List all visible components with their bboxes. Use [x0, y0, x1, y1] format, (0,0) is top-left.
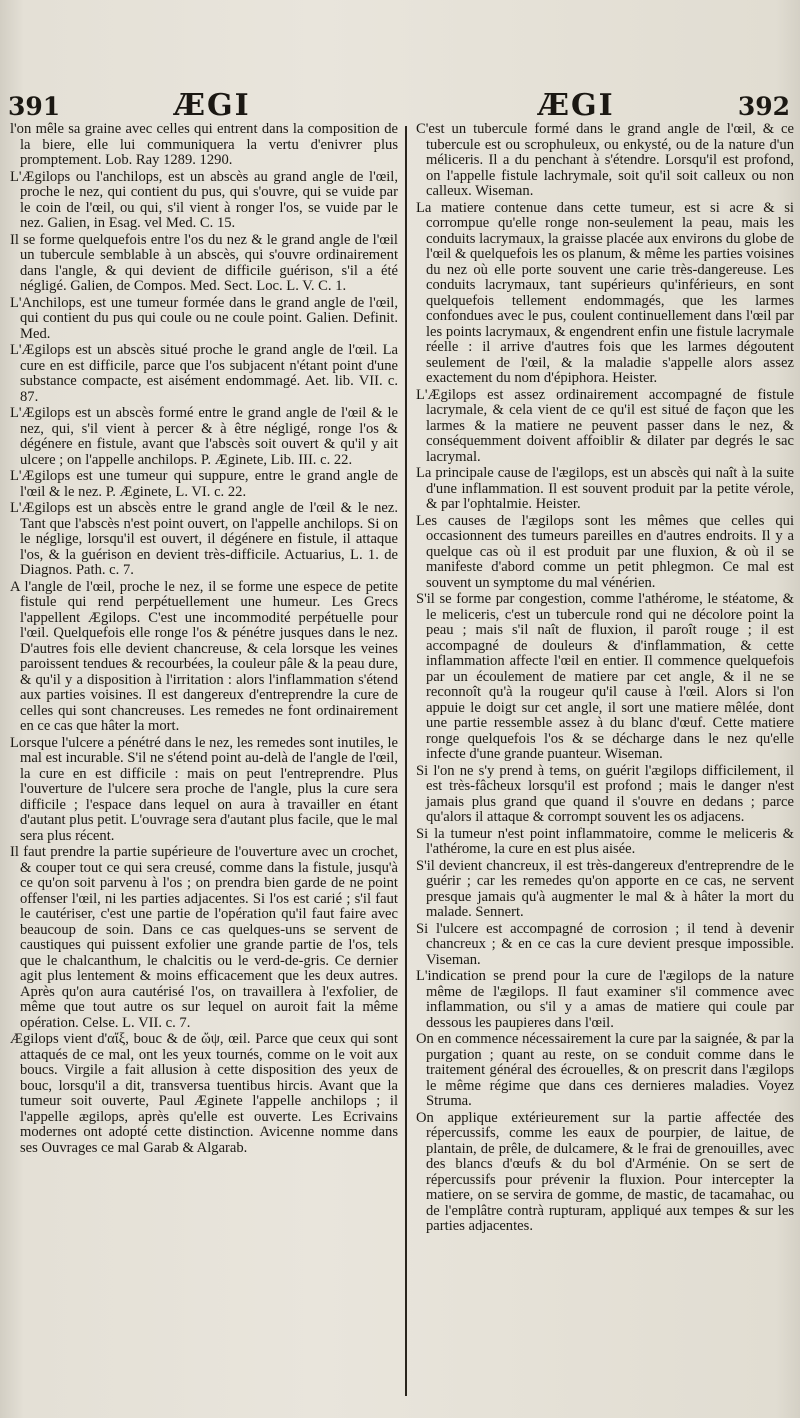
right-paragraph: S'il devient chancreux, il est très-dangereux d'entreprendre de le guérir ; car les remedes qu'on apporte en ce cas, ne servent presque jamais qu'à augmenter le mal & à hâter la mort du malade. Sennert.	[416, 857, 794, 920]
right-paragraph: On en commence nécessairement la cure par la saignée, & par la purgation ; quant au reste, on se conduit comme dans le traitement général des écrouelles, & on prescrit dans l'ægilops le même régime que dans ces dernieres maladies. Voyez Struma.	[416, 1031, 794, 1109]
left-running-head: ÆGI	[174, 88, 251, 123]
left-paragraph: l'on mêle sa graine avec celles qui entrent dans la composition de la biere, elle lui communiquera la vertu d'enivrer plus promptement. Lob. Ray 1289. 1290.	[10, 122, 398, 168]
left-paragraph: Ægilops vient d'αἴξ, bouc & de ὤψ, œil. Parce que ceux qui sont attaqués de ce mal, ont les yeux tournés, comme on le voit aux boucs. Virgile a fait allusion à cette disposition des yeux de bouc, lorsqu'il a dit, transversa tuentibus hircis. Avant que la tumeur soit ouverte, Paul Æginete l'appelle anchilops ; il l'appelle ægilops, après qu'elle est ouverte. Les Ecrivains modernes ont adopté cette distinction. Avicenne nomme dans ses Ouvrages ce mal Garab & Algarab.	[10, 1031, 398, 1156]
left-paragraph: Il faut prendre la partie supérieure de l'ouverture avec un crochet, & couper tout ce qui sera creusé, comme dans la fistule, jusqu'à ce qu'on soit parvenu à l'os ; on prendra bien garde de ne point offenser l'œil, ni les parties adjacentes. Si l'os est carié ; s'il faut le cautériser, c'est une partie de l'opération qu'il faut faire avec beaucoup de soin. Dans ce cas quelques-uns se servent de caustiques qui puissent exfolier une grande partie de l'os, tels que le chalcanthum, le chalcitis ou le verd-de-gris. Ce dernier agit plus lentement & moins efficacement que les deux autres. Après qu'on aura cautérisé l'os, on travaillera à l'exfolier, de même que tout autre os sur lequel on auroit fait la même opération. Celse. L. VII. c. 7.	[10, 844, 398, 1031]
left-paragraph: Lorsque l'ulcere a pénétré dans le nez, les remedes sont inutiles, le mal est incurable. S'il ne s'étend point au-delà de l'angle de l'œil, la cure en est difficile : mais on peut l'entreprendre. Plus l'ouverture de l'ulcere sera proche de l'angle, plus la cure sera difficile ; l'espace dans lequel on aura à travailler en étant d'autant plus petit. L'ouvrage sera d'autant plus facile, que le mal sera plus récent.	[10, 734, 398, 844]
right-paragraph: La matiere contenue dans cette tumeur, est si acre & si corrompue qu'elle ronge non-seulement la peau, mais les conduits lacrymaux, la graisse placée aux environs du globe de l'œil & quelquefois les os planum, & même les parties voisines du nez où elle porte souvent une carie très-dangereuse. Les conduits lacrymaux, tant supérieurs qu'inférieurs, en sont quelquefois tellement endommagés, que les larmes confondues avec le pus, coulent continuellement dans l'œil par les points lacrymaux, & engendrent enfin une fistule lacrymale réelle : il arrive d'autres fois que les larmes dégoutent seulement de l'œil, & la maladie s'appelle alors assez exactement du nom d'épiphora. Heister.	[416, 199, 794, 386]
right-text-column	[416, 122, 794, 1400]
right-paragraph: L'indication se prend pour la cure de l'ægilops de la nature même de l'ægilops. Il faut examiner s'il commence avec inflammation, ou s'il y a amas de matiere qui coule par dessous les paupieres dans l'œil.	[416, 968, 794, 1031]
right-paragraph: Si l'on ne s'y prend à tems, on guérit l'ægilops difficilement, il est très-fâcheux lorsqu'il est profond ; mais le danger n'est jamais plus grand que quand il s'ouvre en dedans ; parce qu'alors il attaque & corrompt souvent les os adjacens.	[416, 762, 794, 825]
left-paragraph: L'Ægilops est un abscès entre le grand angle de l'œil & le nez. Tant que l'abscès n'est point ouvert, on l'appelle anchilops. Si on le néglige, lorsqu'il est ouvert, il dégénere en fistule, il attaque l'os, & la guérison en devient très-difficile. Actuarius, L. 1. de Diagnos. Path. c. 7.	[10, 500, 398, 578]
right-running-head: ÆGI	[538, 88, 615, 123]
left-paragraph: A l'angle de l'œil, proche le nez, il se forme une espece de petite fistule qui rend perpétuellement une humeur. Les Grecs l'appellent Ægilops. C'est une incommodité perpétuelle pour l'œil. Quelquefois elle ronge l'os & pénétre jusques dans le nez. D'autres fois elle devient chancreuse, & cela lorsque les veines paroissent tendues & recourbées, la couleur pâle & la peau dure, & qu'il y a disposition à l'irritation : alors l'inflammation s'étend aux parties voisines. Il est dangereux d'entreprendre la cure de celles qui sont chancreuses. Les remedes ne font ordinairement en ce cas que hâter la mort.	[10, 578, 398, 734]
left-text-column	[10, 122, 398, 1400]
right-page-number: 392	[737, 92, 790, 121]
left-paragraph: L'Anchilops, est une tumeur formée dans le grand angle de l'œil, qui contient du pus qui coule ou ne coule point. Galien. Definit. Med.	[10, 294, 398, 342]
left-paragraph: L'Ægilops est un abscès formé entre le grand angle de l'œil & le nez, qui, s'il vient à percer & à être négligé, ronge l'os & dégénere en fistule, avant que l'abscès soit ouvert & qu'il y ait ulcere ; on l'appelle anchilops. P. Æginete, Lib. III. c. 22.	[10, 405, 398, 468]
right-paragraph: On applique extérieurement sur la partie affectée des répercussifs, comme les eaux de pourpier, de laitue, de plantain, de prêle, de dulcamere, & le frai de grenouilles, avec des blancs d'œufs & du bol d'Arménie. On se sert de répercussifs pour prévenir la fluxion. Pour intercepter la matiere, on se servira de gomme, de mastic, de tacamahac, ou de l'emplâtre contrà rupturam, appliqué aux tempes & sur les parties adjacentes.	[416, 1109, 794, 1234]
right-paragraph: S'il se forme par congestion, comme l'athérome, le stéatome, & le meliceris, c'est un tubercule rond qui ne décolore point la peau ; mais s'il naît de fluxion, il paroît rouge ; il est accompagné de douleurs & d'inflammation, & cette inflammation affecte l'œil en entier. Il commence quelquefois par un écoulement de matiere par cet angle, & il ne se reconnoît qu'à la rougeur qu'il cause à l'œil. Alors si l'on appuie le doigt sur cet angle, il sort une matiere mêlée, dont une partie ressemble assez à du blanc d'œuf. Cette matiere ronge quelquefois l'os & se décharge dans le nez qu'elle infecte d'une grande puanteur. Wiseman.	[416, 591, 794, 762]
right-paragraph: Les causes de l'ægilops sont les mêmes que celles qui occasionnent des tumeurs pareilles en d'autres endroits. Il y a quelque cas où il est produit par une fluxion, & où il se manifeste d'abord comme un petit phlegmon. Ce mal est souvent un symptome du mal vénérien.	[416, 512, 794, 591]
left-paragraph: L'Ægilops est un abscès situé proche le grand angle de l'œil. La cure en est difficile, parce que l'os subjacent n'étant point d'une substance compacte, est aisément endommagé. Aet. lib. VII. c. 87.	[10, 342, 398, 405]
left-paragraph: Il se forme quelquefois entre l'os du nez & le grand angle de l'œil un tubercule semblable à un abscès, qui s'ouvre ordinairement dans l'angle, & qui devient de difficile guérison, s'il a été négligé. Galien, de Compos. Med. Sect. Loc. L. V. C. 1.	[10, 231, 398, 294]
left-page-number: 391	[8, 92, 61, 121]
column-divider	[405, 126, 407, 1396]
right-paragraph: La principale cause de l'ægilops, est un abscès qui naît à la suite d'une inflammation. Il est souvent produit par la petite vérole, & par l'ophtalmie. Heister.	[416, 465, 794, 512]
left-paragraph: L'Ægilops ou l'anchilops, est un abscès au grand angle de l'œil, proche le nez, qui contient du pus, qui s'ouvre, qui se vuide par le coin de l'œil, ou qui, s'il vient à ronger l'os, se vuide par le nez. Galien, in Esag. vel Med. C. 15.	[10, 168, 398, 231]
left-paragraph: L'Ægilops est une tumeur qui suppure, entre le grand angle de l'œil & le nez. P. Æginete, L. VI. c. 22.	[10, 468, 398, 500]
right-paragraph: C'est un tubercule formé dans le grand angle de l'œil, & ce tubercule est ou scrophuleux, ou enkysté, ou de la nature d'un méliceris. Il a du penchant à s'étendre. Lorsqu'il est profond, on l'appelle fistule lachrymale, soit qu'il soit calleux ou non calleux. Wiseman.	[416, 122, 794, 199]
right-paragraph: Si l'ulcere est accompagné de corrosion ; il tend à devenir chancreux ; & en ce cas la cure devient presque impossible. Viseman.	[416, 920, 794, 968]
right-paragraph: Si la tumeur n'est point inflammatoire, comme le meliceris & l'athérome, la cure en est plus aisée.	[416, 825, 794, 857]
right-paragraph: L'Ægilops est assez ordinairement accompagné de fistule lacrymale, & cela vient de ce qu'il est situé de façon que les larmes & la matiere ne peuvent passer dans le nez, & conséquemment doivent affoiblir & dilater par degrés le sac lacrymal.	[416, 386, 794, 465]
